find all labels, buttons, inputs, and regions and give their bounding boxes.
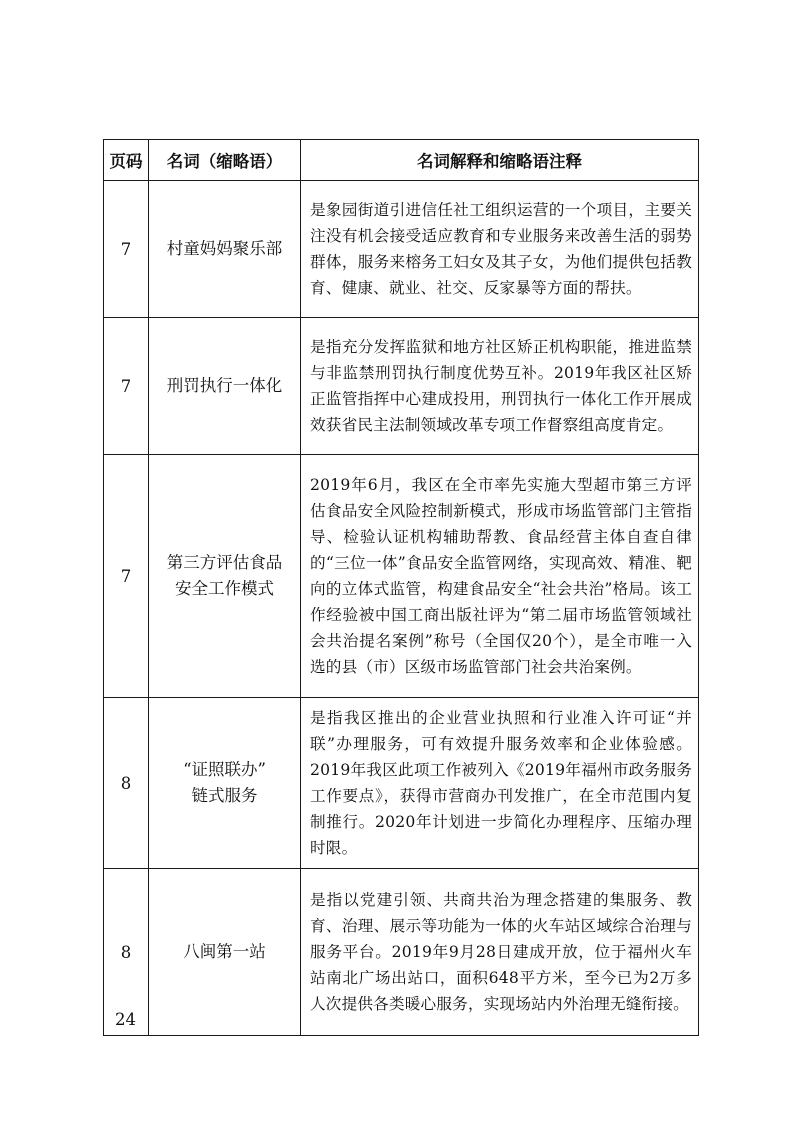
term-line: 安全工作模式 — [175, 579, 274, 598]
term-line: 第三方评估食品 — [166, 553, 283, 572]
row-term — [149, 318, 301, 455]
row-page-number: 7 — [104, 181, 149, 318]
term-line: “证照联办” — [183, 760, 266, 779]
term-line: 刑罚执行一体化 — [166, 376, 283, 395]
table-row — [104, 455, 699, 698]
row-page-number: 8 — [104, 869, 149, 1036]
row-term — [149, 698, 301, 869]
header-page: 页码 — [104, 140, 149, 181]
row-definition: 是指我区推出的企业营业执照和行业准入许可证“并联”办理服务，可有效提升服务效率和企业体验感。2019年我区此项工作被列入《2019年福州市政务服务工作要点》，获得市营商办刊发推广，在全市范围内复制推行。2020年计划进一步简化办理程序、压缩办理时限。 — [301, 698, 699, 869]
term-line: 八闽第一站 — [183, 942, 266, 961]
table-header-row — [104, 140, 699, 181]
row-term — [149, 455, 301, 698]
header-term: 名词（缩略语） — [149, 140, 301, 181]
row-term — [149, 869, 301, 1036]
header-definition: 名词解释和缩略语注释 — [301, 140, 699, 181]
table-row — [104, 181, 699, 318]
row-page-number: 7 — [104, 318, 149, 455]
row-page-number: 7 — [104, 455, 149, 698]
table-row — [104, 318, 699, 455]
row-definition: 是指充分发挥监狱和地方社区矫正机构职能，推进监禁与非监禁刑罚执行制度优势互补。2019年我区社区矫正监管指挥中心建成投用，刑罚执行一体化工作开展成效获省民主法制领域改革专项工作督察组高度肯定。 — [301, 318, 699, 455]
term-line: 村童妈妈聚乐部 — [166, 239, 283, 258]
row-definition: 2019年6月，我区在全市率先实施大型超市第三方评估食品安全风险控制新模式，形成市场监管部门主管指导、检验认证机构辅助帮教、食品经营主体自查自律的“三位一体”食品安全监管网络，实现高效、精准、靶向的立体式监管，构建食品安全“社会共治”格局。该工作经验被中国工商出版社评为“第二届市场监管领域社会共治提名案例”称号（全国仅20个），是全市唯一入选的县（市）区级市场监管部门社会共治案例。 — [301, 455, 699, 698]
term-line: 链式服务 — [191, 786, 258, 805]
glossary-table — [103, 139, 699, 1036]
row-page-number: 8 — [104, 698, 149, 869]
page-number: 24 — [115, 1010, 136, 1029]
row-definition: 是指以党建引领、共商共治为理念搭建的集服务、教育、治理、展示等功能为一体的火车站区域综合治理与服务平台。2019年9月28日建成开放，位于福州火车站南北广场出站口，面积648平方米，至今已为2万多人次提供各类暖心服务，实现场站内外治理无缝衔接。 — [301, 869, 699, 1036]
table-row — [104, 698, 699, 869]
table-row — [104, 869, 699, 1036]
row-term — [149, 181, 301, 318]
row-definition: 是象园街道引进信任社工组织运营的一个项目，主要关注没有机会接受适应教育和专业服务来改善生活的弱势群体，服务来榕务工妇女及其子女，为他们提供包括教育、健康、就业、社交、反家暴等方面的帮扶。 — [301, 181, 699, 318]
